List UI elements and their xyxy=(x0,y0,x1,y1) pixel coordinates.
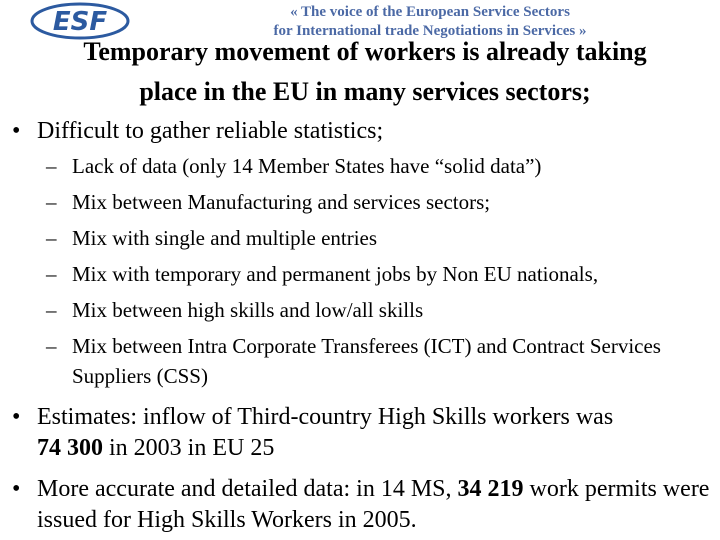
bullet-detailed-data xyxy=(12,474,712,536)
dash-marker: – xyxy=(46,226,57,250)
sub-bullet-skills xyxy=(46,295,706,325)
sub-bullet-ict-css xyxy=(46,331,706,391)
dash-marker: – xyxy=(46,262,57,286)
sub-bullet-text: Mix with single and multiple entries xyxy=(72,226,378,250)
bullet-statistics xyxy=(12,116,712,147)
dash-marker: – xyxy=(46,298,57,322)
detailed-data-text: More accurate and detailed data: in 14 MS, xyxy=(37,476,458,502)
bullet-text: Difficult to gather reliable statistics; xyxy=(37,118,384,144)
sub-bullet-temporary-permanent xyxy=(46,259,706,289)
tagline-line-2: for International trade Negotiations in Services » xyxy=(273,23,587,39)
estimates-text: Estimates: inflow of Third-country High Skills workers was xyxy=(37,404,614,430)
sub-bullet-entries xyxy=(46,223,706,253)
bullet-text xyxy=(37,402,712,464)
title-line-2: place in the EU in many services sectors; xyxy=(139,77,591,106)
title-line-1: Temporary movement of workers is already taking xyxy=(83,37,647,66)
sub-bullet-text: Mix between Manufacturing and services sectors; xyxy=(72,190,491,214)
slide-title xyxy=(20,32,710,112)
bullet-text xyxy=(37,474,712,536)
detailed-data-suffix: work permits were issued for High Skills Workers in 2005. xyxy=(37,476,710,533)
bullet-estimates xyxy=(12,402,712,464)
dash-marker: – xyxy=(46,154,57,178)
sub-bullet-text: Mix between high skills and low/all skills xyxy=(72,298,424,322)
bullet-marker: • xyxy=(12,476,21,502)
estimates-figure: 74 300 xyxy=(37,435,103,461)
sub-bullet-lack-of-data xyxy=(46,151,706,181)
bullet-marker: • xyxy=(12,404,21,430)
sub-bullet-text: Mix between Intra Corporate Transferees (ICT) and Contract Services Suppliers (CSS) xyxy=(72,334,661,388)
logo-text: ESF xyxy=(52,7,108,37)
work-permits-figure: 34 219 xyxy=(457,476,524,502)
sub-bullet-text: Mix with temporary and permanent jobs by Non EU nationals, xyxy=(72,262,599,286)
dash-marker: – xyxy=(46,334,57,358)
estimates-suffix: in 2003 in EU 25 xyxy=(103,435,275,461)
sub-bullet-text: Lack of data (only 14 Member States have “solid data”) xyxy=(72,154,542,178)
dash-marker: – xyxy=(46,190,57,214)
sub-bullet-manufacturing xyxy=(46,187,706,217)
tagline-line-1: « The voice of the European Service Sectors xyxy=(290,4,570,20)
bullet-marker: • xyxy=(12,118,21,144)
